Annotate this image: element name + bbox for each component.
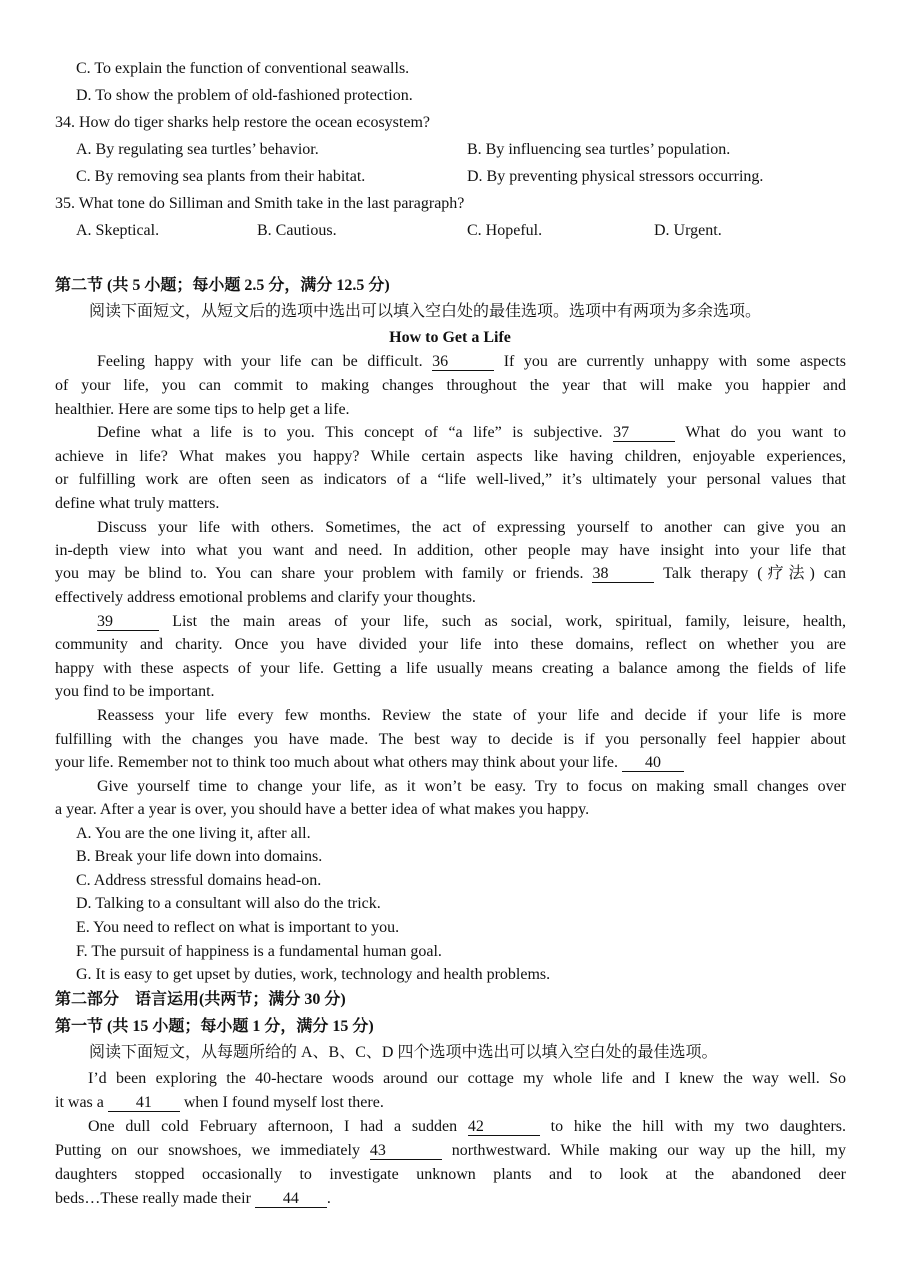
blank-37[interactable]: 37 — [613, 425, 675, 442]
cloze-p1-line1: I’d been exploring the 40-hectare woods around our cottage my whole life and I knew the way well. So — [88, 1070, 846, 1087]
option-c: C. Address stressful domains head-on. — [76, 872, 322, 889]
cloze-p1-line2: it was a 41 when I found myself lost there. — [55, 1094, 384, 1111]
blank-38[interactable]: 38 — [592, 566, 654, 583]
blank-43[interactable]: 43 — [370, 1143, 442, 1160]
option-b: B. Break your life down into domains. — [76, 848, 323, 865]
option-a: A. You are the one living it, after all. — [76, 825, 311, 842]
q35-option-b: B. Cautious. — [257, 222, 337, 239]
p3-line4: effectively address emotional problems and clarify your thoughts. — [55, 589, 476, 606]
p4-line2: community and charity. Once you have divided your life into these domains, reflect on whether you are — [55, 636, 846, 653]
p2-line3: or fulfilling work are often seen as indicators of a “life well-lived,” it’s ultimately your personal values that — [55, 471, 846, 488]
cloze-p2-line2: Putting on our snowshoes, we immediately 43 northwestward. While making our way up the hill, my — [55, 1142, 847, 1159]
q34-option-b: B. By influencing sea turtles’ population. — [467, 141, 731, 158]
p2-line1: Define what a life is to you. This concept of “a life” is subjective. 37 What do you want to — [97, 424, 847, 441]
q35-option-a: A. Skeptical. — [76, 222, 160, 239]
q35-stem: 35. What tone do Silliman and Smith take in the last paragraph? — [55, 195, 465, 212]
passage-title: How to Get a Life — [389, 329, 511, 346]
cloze-p2-line3: daughters stopped occasionally to investigate unknown plants and to look at the abandoned deer — [55, 1166, 846, 1183]
q34-stem: 34. How do tiger sharks help restore the ocean ecosystem? — [55, 114, 430, 131]
p4-line4: you find to be important. — [55, 683, 215, 700]
section2-instruction: 阅读下面短文，从短文后的选项中选出可以填入空白处的最佳选项。选项中有两项为多余选项。 — [89, 303, 762, 320]
blank-39[interactable]: 39 — [97, 614, 159, 631]
blank-36[interactable]: 36 — [432, 354, 494, 371]
q33-option-d: D. To show the problem of old-fashioned protection. — [76, 87, 413, 104]
p3-line1: Discuss your life with others. Sometimes, the act of expressing yourself to another can give you an — [97, 519, 846, 536]
p5-line2: fulfilling with the changes you have made. The best way to decide is if you personally feel happier about — [55, 731, 846, 748]
part2-heading: 第二部分 语言运用(共两节；满分 30 分) — [55, 991, 346, 1008]
part2-instruction: 阅读下面短文，从每题所给的 A、B、C、D 四个选项中选出可以填入空白处的最佳选项。 — [89, 1044, 718, 1061]
q33-option-c: C. To explain the function of conventional seawalls. — [76, 60, 410, 77]
blank-44[interactable]: 44 — [255, 1191, 327, 1208]
p4-line1: 39 List the main areas of your life, such as social, work, spiritual, family, leisure, health, — [97, 613, 847, 630]
p1-line1: Feeling happy with your life can be difficult. 36 If you are currently unhappy with some aspects — [97, 353, 847, 370]
p5-line3: your life. Remember not to think too much about what others may think about your life. 40 — [55, 753, 684, 773]
blank-40[interactable]: 40 — [622, 755, 684, 772]
cloze-p2-line1: One dull cold February afternoon, I had a sudden 42 to hike the hill with my two daughters. — [88, 1118, 846, 1135]
q34-option-c: C. By removing sea plants from their habitat. — [76, 168, 366, 185]
option-f: F. The pursuit of happiness is a fundamental human goal. — [76, 943, 442, 960]
option-d: D. Talking to a consultant will also do the trick. — [76, 895, 381, 912]
q34-option-a: A. By regulating sea turtles’ behavior. — [76, 141, 319, 158]
p3-line2: in-depth view into what you want and need. In addition, other people may have insight into your life that — [55, 542, 846, 559]
p1-line3: healthier. Here are some tips to help get a life. — [55, 401, 350, 418]
q35-option-c: C. Hopeful. — [467, 222, 543, 239]
q34-option-d: D. By preventing physical stressors occurring. — [467, 168, 764, 185]
q35-option-d: D. Urgent. — [654, 222, 722, 239]
p2-line2: achieve in life? What makes you happy? While certain aspects like having children, enjoyable experiences, — [55, 448, 846, 465]
option-e: E. You need to reflect on what is important to you. — [76, 919, 400, 936]
p3-line3: you may be blind to. You can share your problem with family or friends. 38 Talk therapy (疗法) can — [55, 565, 846, 582]
p6-line1: Give yourself time to change your life, as it won’t be easy. Try to focus on making small changes over — [97, 778, 846, 795]
blank-41[interactable]: 41 — [108, 1095, 180, 1112]
p5-line1: Reassess your life every few months. Review the state of your life and decide if your life is more — [97, 707, 846, 724]
p6-line2: a year. After a year is over, you should have a better idea of what makes you happy. — [55, 801, 590, 818]
section2-heading: 第二节 (共 5 小题；每小题 2.5 分，满分 12.5 分) — [55, 277, 390, 294]
p1-line2: of your life, you can commit to making changes throughout the year that will make you happier and — [55, 377, 846, 394]
option-g: G. It is easy to get upset by duties, work, technology and health problems. — [76, 966, 551, 983]
p4-line3: happy with these aspects of your life. Getting a life usually means creating a balance among the fields of life — [55, 660, 846, 677]
p2-line4: define what truly matters. — [55, 495, 220, 512]
blank-42[interactable]: 42 — [468, 1119, 540, 1136]
part2-sub-heading: 第一节 (共 15 小题；每小题 1 分，满分 15 分) — [55, 1018, 374, 1035]
cloze-p2-line4: beds…These really made their 44 . — [55, 1190, 331, 1207]
